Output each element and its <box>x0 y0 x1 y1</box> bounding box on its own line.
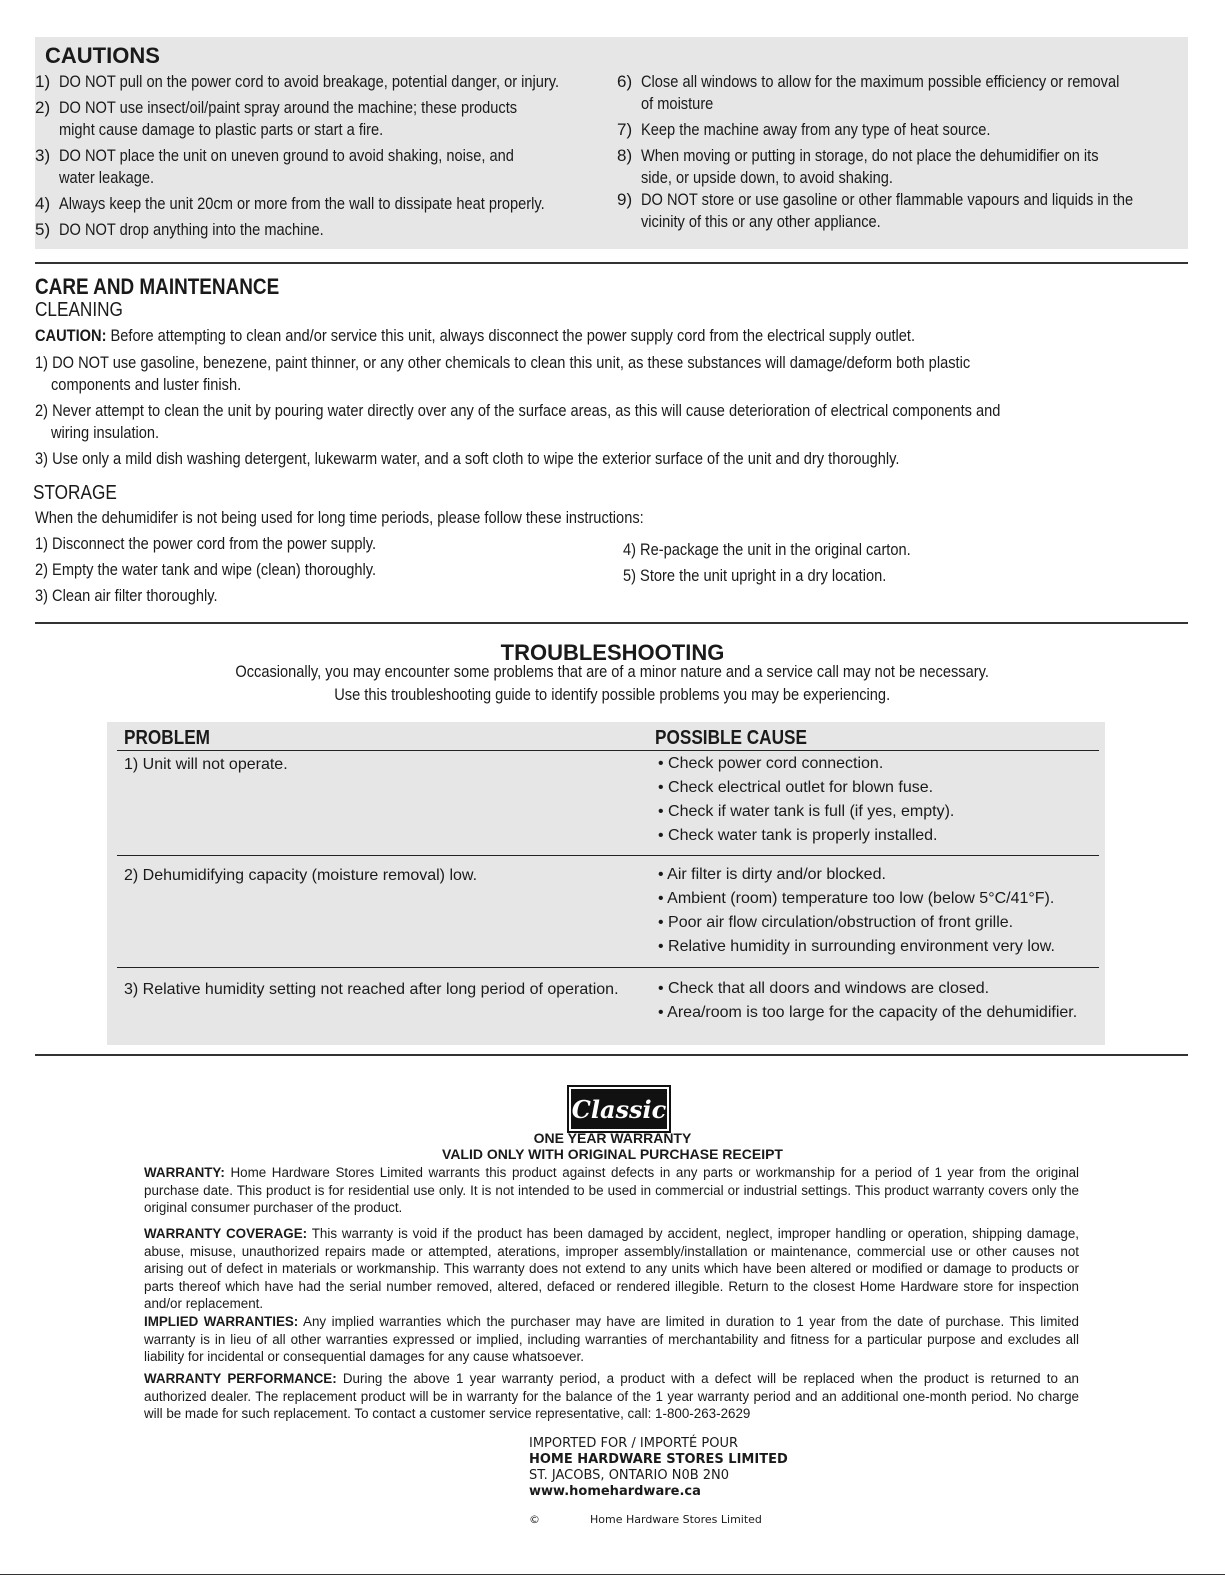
copyright-holder: Home Hardware Stores Limited <box>590 1513 762 1526</box>
cause-item: • Air filter is dirty and/or blocked. <box>658 866 886 883</box>
copyright-symbol: © <box>529 1513 540 1526</box>
table-row-2-causes <box>658 863 1055 959</box>
warranty-paragraph: WARRANTY: Home Hardware Stores Limited warrants this product against defects in any parts or workmanship for a period of 1 year from the original purchase date. This product is for residential use only. It is not intended to be used in commercial or industrial settings. This product warranty covers only the original consumer purchaser of the product. <box>144 1165 1079 1216</box>
cause-item: • Check if water tank is full (if yes, empty). <box>658 803 955 820</box>
table-row-1-problem: 1) Unit will not operate. <box>124 756 288 773</box>
warranty-heading: ONE YEAR WARRANTY <box>533 1130 692 1146</box>
cause-item: • Relative humidity in surrounding environment very low. <box>658 938 1055 955</box>
table-row-3-problem: 3) Relative humidity setting not reached after long period of operation. <box>124 981 619 998</box>
divider <box>35 262 1188 264</box>
cleaning-item-1-cont: components and luster finish. <box>51 375 242 394</box>
table-header-rule <box>117 750 1099 751</box>
warranty-subheading: VALID ONLY WITH ORIGINAL PURCHASE RECEIPT <box>442 1146 783 1162</box>
classic-logo: Classic <box>567 1085 671 1133</box>
cause-item: • Check electrical outlet for blown fuse. <box>658 779 934 796</box>
cause-item: • Check water tank is properly installed. <box>658 827 938 844</box>
storage-item-2: 2) Empty the water tank and wipe (clean) thoroughly. <box>35 560 377 579</box>
divider <box>35 1054 1188 1056</box>
warranty-performance-paragraph: WARRANTY PERFORMANCE: During the above 1 year warranty period, a product with a defect will be replaced when the product is returned to an authorized dealer. The replacement product will be in warranty for the balance of the 1 year warranty period and an additional one-month period. No charge will be made for such replacement. To contact a customer service representative, call: 1-800-263-2629 <box>144 1371 1080 1422</box>
col-header-cause: POSSIBLE CAUSE <box>655 727 807 749</box>
care-title: CARE AND MAINTENANCE <box>35 274 280 299</box>
storage-item-3: 3) Clean air filter thoroughly. <box>35 586 218 605</box>
col-header-problem: PROBLEM <box>124 727 210 749</box>
storage-item-1: 1) Disconnect the power cord from the power supply. <box>35 534 377 553</box>
imported-for: IMPORTED FOR / IMPORTÉ POUR <box>529 1436 739 1451</box>
cause-item: • Check that all doors and windows are closed. <box>658 980 990 997</box>
company-name: HOME HARDWARE STORES LIMITED <box>529 1452 788 1467</box>
storage-title: STORAGE <box>33 482 117 504</box>
troubleshooting-intro-2: Use this troubleshooting guide to identify possible problems you may be experiencing. <box>334 685 891 704</box>
company-address: ST. JACOBS, ONTARIO N0B 2N0 <box>529 1468 730 1483</box>
cleaning-item-1: 1) DO NOT use gasoline, benezene, paint thinner, or any other chemicals to clean this unit, as these substances will damage/deform both plastic <box>35 353 971 372</box>
cleaning-caution: CAUTION: Before attempting to clean and/or service this unit, always disconnect the power supply cord from the electrical supply outlet. <box>35 326 916 345</box>
table-row-rule <box>117 855 1099 856</box>
cause-item: • Area/room is too large for the capacity of the dehumidifier. <box>658 1004 1078 1021</box>
cause-item: • Check power cord connection. <box>658 755 884 772</box>
page-bottom-rule <box>0 1574 1225 1575</box>
divider <box>35 622 1188 624</box>
implied-warranties-paragraph: IMPLIED WARRANTIES: Any implied warranties which the purchaser may have are limited in duration to 1 year from the date of purchase. This limited warranty is in lieu of all other warranties expressed or implied, including warranties of merchantability and fitness for a particular purpose and excludes all liability for incidental or consequential damages for any cause whatsoever. <box>144 1314 1079 1365</box>
company-website-link[interactable]: www.homehardware.ca <box>529 1484 701 1499</box>
cleaning-item-3: 3) Use only a mild dish washing detergent, lukewarm water, and a soft cloth to wipe the exterior surface of the unit and dry thoroughly. <box>35 449 900 468</box>
cause-item: • Poor air flow circulation/obstruction of front grille. <box>658 914 1014 931</box>
table-row-2-problem: 2) Dehumidifying capacity (moisture removal) low. <box>124 867 478 884</box>
cleaning-item-2-cont: wiring insulation. <box>51 423 160 442</box>
troubleshooting-title: TROUBLESHOOTING <box>500 640 725 665</box>
cause-item: • Ambient (room) temperature too low (below 5°C/41°F). <box>658 890 1055 907</box>
storage-item-4: 4) Re-package the unit in the original carton. <box>623 540 911 559</box>
table-row-3-causes <box>658 977 1077 1025</box>
cautions-title: CAUTIONS <box>45 43 160 68</box>
troubleshooting-intro-1: Occasionally, you may encounter some problems that are of a minor nature and a service call may not be necessary. <box>235 662 990 681</box>
storage-intro: When the dehumidifer is not being used for long time periods, please follow these instructions: <box>35 508 644 527</box>
troubleshooting-table <box>107 722 1105 1045</box>
cautions-box: CAUTIONS 1) DO NOT pull on the power cord to avoid breakage, potential danger, or injury. 2) DO NOT use insect/oil/paint spray around the machine; these products might cause damage to plastic parts or start a fire. 3) DO NOT place the unit on uneven ground to avoid shaking, noise, and water leakage. 4) Always keep the unit 20cm or more from the wall to dissipate heat properly. 5) DO NOT drop anything into the machine. 6) Close all windows to allow for the maximum possible efficiency or removal of moisture 7) Keep the machine away from any type of heat source. 8) When moving or putting in storage, do not place the dehumidifier on its side, or upside down, to avoid shaking. 9) DO NOT store or use gasoline or other flammable vapours and liquids in the vicinity of this or any other appliance. <box>35 37 1188 249</box>
cleaning-title: CLEANING <box>35 299 123 321</box>
storage-item-5: 5) Store the unit upright in a dry location. <box>623 566 887 585</box>
warranty-coverage-paragraph: WARRANTY COVERAGE: This warranty is void if the product has been damaged by accident, neglect, improper handling or operation, shipping damage, abuse, misuse, unauthorized repairs made or attempted, aterations, improper assembly/installation or maintenance, commercial use or other causes not arising out of defect in materials or workmanship. This warranty does not extend to any units which have been altered or modified or damage to products or parts thereof which have had the serial number removed, altered, defaced or rendered illegible. Return to the closest Home Hardware store for inspection and/or replacement. <box>144 1226 1079 1312</box>
table-row-rule <box>117 967 1099 968</box>
table-row-1-causes <box>658 752 954 848</box>
cleaning-item-2: 2) Never attempt to clean the unit by pouring water directly over any of the surface areas, as this will cause deterioration of electrical components and <box>35 401 1001 420</box>
